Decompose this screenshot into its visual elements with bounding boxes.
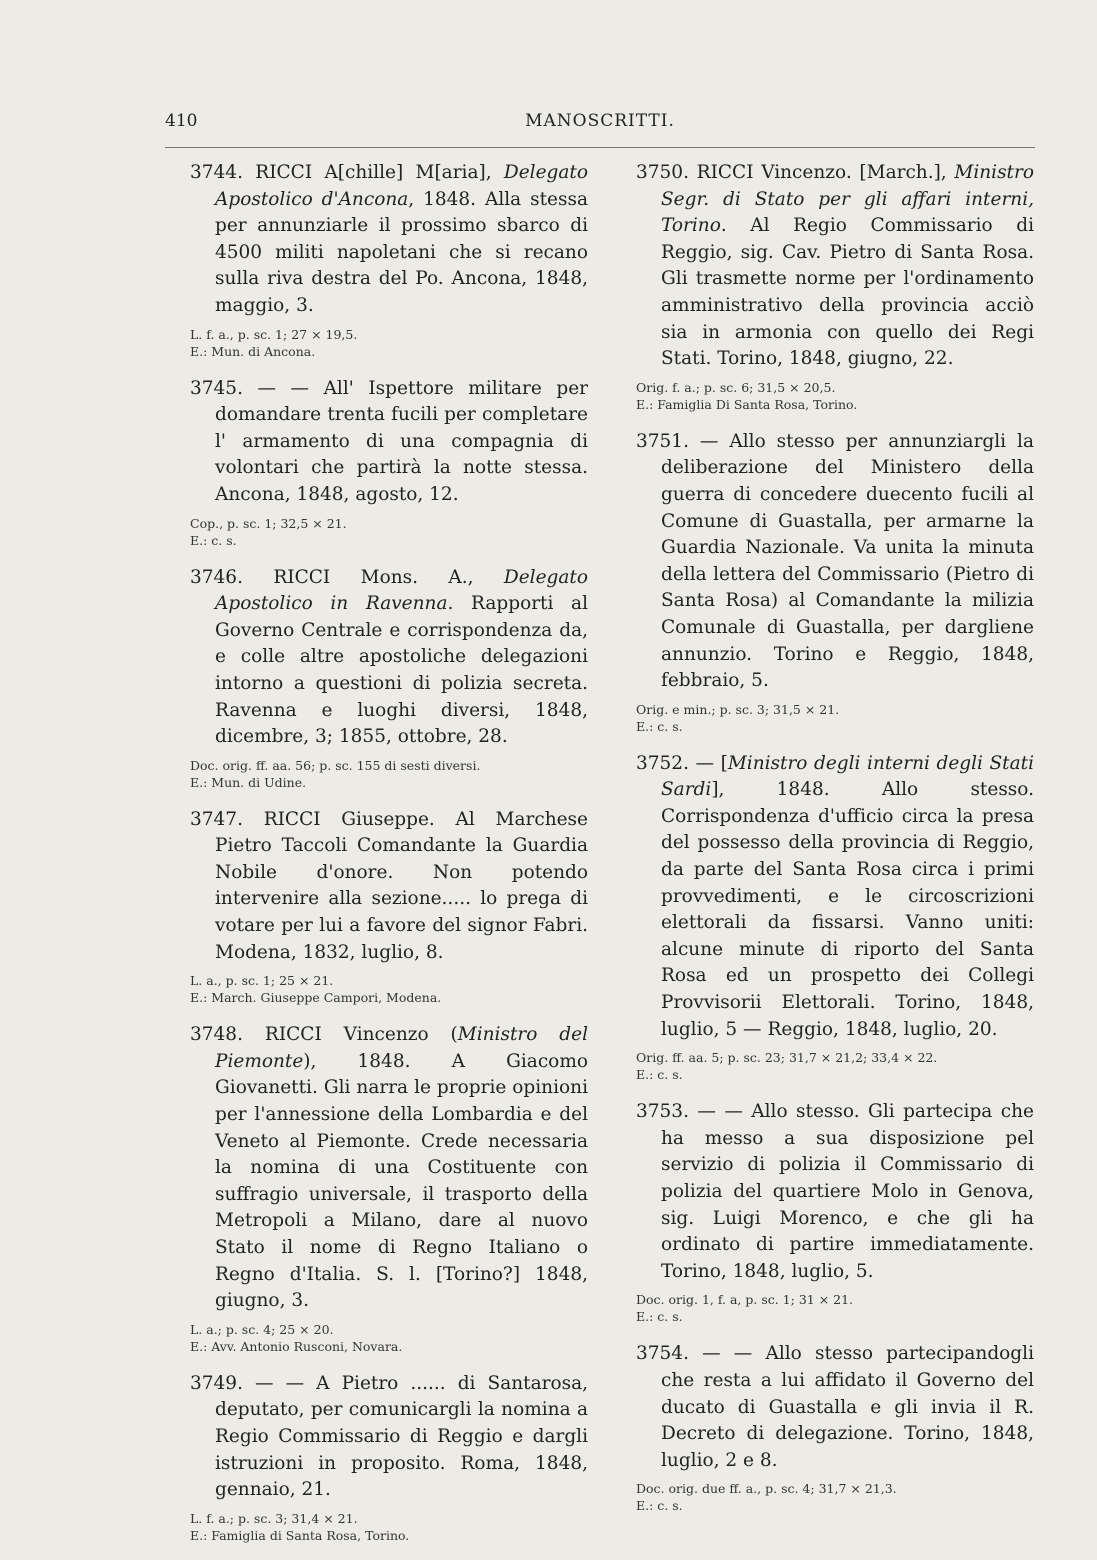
entry-body [190, 565, 588, 751]
catalog-entry [190, 807, 588, 1007]
entry-author: — — [257, 377, 324, 399]
entry-body [190, 1022, 588, 1315]
entry-note: Doc. orig. 1, f. a, p. sc. 1; 31 × 21. [636, 1292, 854, 1308]
entry-author: — [ [695, 752, 728, 774]
entry-author: — [699, 430, 730, 452]
entry-note: E.: Avv. Antonio Rusconi, Novara. [190, 1338, 403, 1354]
entry-body [190, 376, 588, 509]
entry-note: E.: c. s. [636, 1309, 683, 1325]
entry-note: L. f. a., p. sc. 1; 27 × 19,5. [190, 326, 358, 342]
entry-text: A Pietro ...... di Santarosa, deputato, per comunicargli la nomina a Regio Commissario di Reggio e dargli istruzioni in proposito. Roma, 1848, gennaio, 21. [215, 1372, 588, 1501]
entry-body [190, 807, 588, 967]
catalog-entry [190, 160, 588, 360]
entry-text: All' Ispettore militare per domandare trenta fucili per completare l' armamento di una compagnia di volontari che partirà la notte stessa. Ancona, 1848, agosto, 12. [215, 377, 588, 505]
entry-body [190, 1371, 588, 1504]
entry-number: 3746. [190, 566, 243, 588]
entry-author: — — [702, 1343, 766, 1365]
entry-note: L. a.; p. sc. 4; 25 × 20. [190, 1321, 334, 1337]
entry-note: Orig. ff. aa. 5; p. sc. 23; 31,7 × 21,2; 33,4 × 22. [636, 1050, 938, 1066]
catalog-entry [636, 1099, 1034, 1325]
entry-note: E.: c. s. [636, 718, 683, 734]
entry-number: 3748. [190, 1024, 243, 1046]
entry-text: ), 1848. A Giacomo Giovanetti. Gli narra le proprie opinioni per l'annessione della Lombardia e del Veneto al Piemonte. Crede necessaria la nomina di una Costituente con suffragio universale, il trasporto della Metropoli a Milano, dare al nuovo Stato il nome di Regno Italiano o Regno d'Italia. S. l. [Torino?] 1848, giugno, 3. [215, 1050, 588, 1312]
entry-text: . Rapporti al Governo Centrale e corrispondenza da, e colle altre apostoliche delegazioni intorno a questioni di polizia secreta. Ravenna e luoghi diversi, 1848, dicembre, 3; 1855, ottobre, 28. [215, 593, 588, 748]
entry-note: E.: Famiglia di Santa Rosa, Torino. [190, 1527, 410, 1543]
entry-title: Delegato Apostolico d'Ancona [215, 162, 588, 210]
catalog-entry [636, 160, 1034, 413]
entry-title: Ministro del Piemonte [215, 1024, 588, 1072]
entry-body [636, 1341, 1034, 1474]
entry-number: 3754. [636, 1343, 689, 1365]
page-header [165, 105, 1035, 148]
entry-note: E.: c. s. [636, 1498, 683, 1514]
entry-author: RICCI Giuseppe. [263, 808, 456, 830]
entry-text: ], 1848. Allo stesso. Corrispondenza d'ufficio circa la presa del possesso della provincia di Reggio, da parte del Santa Rosa circa i primi provvedimenti, e le circoscrizioni elettorali da fissarsi. Vanno uniti: alcune minute di riporto del Santa Rosa ed un prospetto dei Collegi Provvisorii Elettorali. Torino, 1848, luglio, 5 — Reggio, 1848, luglio, 20. [661, 779, 1034, 1040]
catalog-entry [190, 565, 588, 791]
running-title: MANOSCRITTI. [525, 111, 675, 131]
entry-author: RICCI Mons. A., [273, 566, 504, 588]
entry-note: Doc. orig. ff. aa. 56; p. sc. 155 di sesti diversi. [190, 757, 481, 773]
entry-text: Allo stesso partecipandogli che resta a lui affidato il Governo del ducato di Guastalla e gli invia il R. Decreto di delegazione. Torino, 1848, luglio, 2 e 8. [661, 1343, 1034, 1471]
left-column [190, 160, 588, 1560]
entry-number: 3750. [636, 162, 689, 183]
entry-author: — — [697, 1101, 752, 1123]
entry-body [636, 751, 1034, 1044]
catalog-entry [190, 1022, 588, 1355]
entry-text: , 1848. Alla stessa per annunziarle il prossimo sbarco di 4500 militi napoletani che si recano sulla riva destra del Po. Ancona, 1848, maggio, 3. [215, 188, 588, 316]
catalog-entry [636, 1341, 1034, 1514]
entry-body [636, 429, 1034, 695]
page-number: 410 [165, 111, 198, 131]
entry-note: E.: Famiglia Di Santa Rosa, Torino. [636, 396, 858, 412]
catalog-entry [190, 376, 588, 549]
entry-note: E.: Mun. di Ancona. [190, 343, 316, 359]
right-column [636, 160, 1034, 1530]
entry-title: Delegato Apostolico in Ravenna [215, 566, 588, 615]
entry-note: E.: March. Giuseppe Campori, Modena. [190, 990, 442, 1006]
entry-text: Allo stesso per annunziargli la deliberazione del Ministero della guerra di concedere duecento fucili al Comune di Guastalla, per armarne la Guardia Nazionale. Va unita la minuta della lettera del Commissario (Pietro di Santa Rosa) al Comandante la milizia Comunale di Guastalla, per dargliene annunzio. Torino e Reggio, 1848, febbraio, 5. [661, 430, 1034, 692]
entry-number: 3745. [190, 377, 243, 399]
entry-note: E.: c. s. [636, 1067, 683, 1083]
entry-author: — — [255, 1372, 317, 1394]
entry-number: 3749. [190, 1372, 243, 1394]
entry-note: Orig. e min.; p. sc. 3; 31,5 × 21. [636, 701, 840, 717]
entry-note: Orig. f. a.; p. sc. 6; 31,5 × 20,5. [636, 379, 836, 395]
entry-author: RICCI Vincenzo ( [264, 1024, 458, 1046]
entry-author: RICCI Vincenzo. [March.], [696, 162, 955, 183]
entry-note: Doc. orig. due ff. a., p. sc. 4; 31,7 × 21,3. [636, 1481, 897, 1497]
entry-number: 3753. [636, 1101, 689, 1123]
entry-number: 3751. [636, 430, 689, 452]
entry-number: 3747. [190, 808, 243, 830]
entry-number: 3744. [190, 162, 243, 183]
entry-body [190, 160, 588, 320]
entry-text: . Al Regio Commissario di Reggio, sig. Cav. Pietro di Santa Rosa. Gli trasmette norme per l'ordinamento amministrativo della provincia acciò sia in armonia con quello dei Regi Stati. Torino, 1848, giugno, 22. [661, 215, 1034, 370]
entry-title: Ministro degli interni degli Stati Sardi [661, 752, 1034, 801]
entry-author: RICCI A[chille] M[aria], [255, 162, 504, 183]
entry-note: Cop., p. sc. 1; 32,5 × 21. [190, 515, 347, 531]
entry-note: E.: c. s. [190, 532, 237, 548]
entry-note: E.: Mun. di Udine. [190, 774, 307, 790]
catalog-entry [190, 1371, 588, 1544]
entry-body [636, 160, 1034, 373]
catalog-entry [636, 751, 1034, 1084]
entry-note: L. f. a.; p. sc. 3; 31,4 × 21. [190, 1510, 358, 1526]
entry-number: 3752. [636, 752, 689, 774]
entry-note: L. a., p. sc. 1; 25 × 21. [190, 973, 334, 989]
entry-text: Al Marchese Pietro Taccoli Comandante la Guardia Nobile d'onore. Non potendo intervenire alla sezione..... lo prega di votare per lui a favore del signor Fabri. Modena, 1832, luglio, 8. [215, 808, 588, 963]
entry-body [636, 1099, 1034, 1285]
entry-text: Allo stesso. Gli partecipa che ha messo a sua disposizione pel servizio di polizia il Commissario di polizia del quartiere Molo in Genova, sig. Luigi Morenco, e che gli ha ordinato di partire immediatamente. Torino, 1848, luglio, 5. [661, 1101, 1034, 1282]
catalog-entry [636, 429, 1034, 735]
entry-title: Ministro Segr. di Stato per gli affari interni, Torino [661, 162, 1034, 237]
